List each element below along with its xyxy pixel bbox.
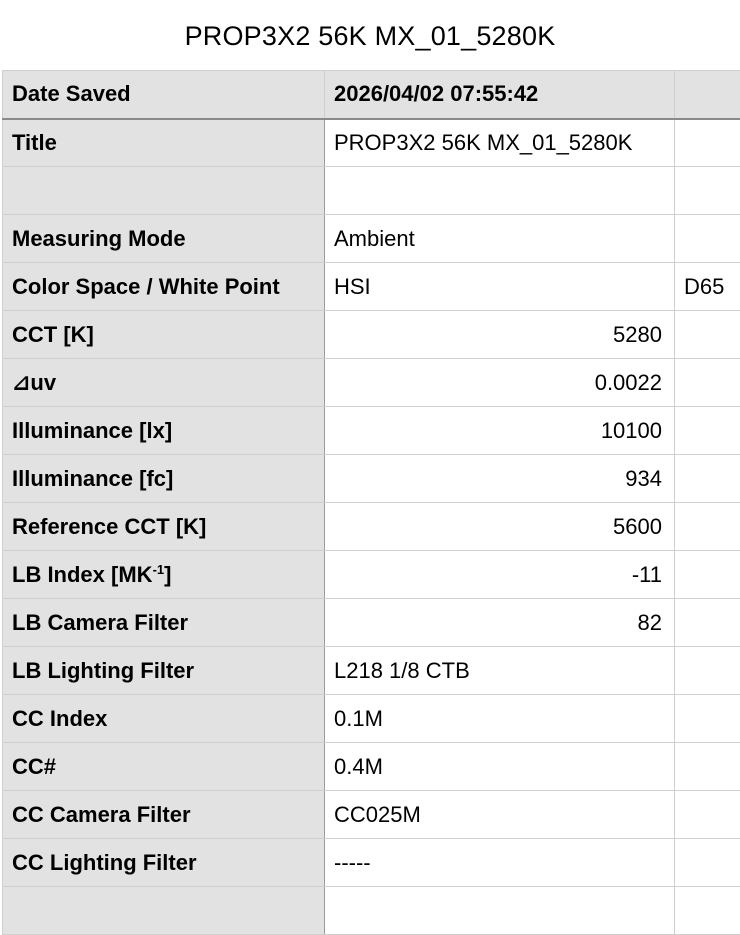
row-label: Reference CCT [K] [12, 514, 206, 539]
header-value-cell[interactable]: 2026/04/02 07:55:42 [325, 71, 675, 119]
row-extra-cell[interactable] [675, 599, 740, 647]
row-label: LB Camera Filter [12, 610, 188, 635]
row-label-cell[interactable] [3, 791, 325, 839]
row-value-cell[interactable]: 5280 [325, 311, 675, 359]
table-row [3, 215, 740, 263]
row-label-cell[interactable] [3, 743, 325, 791]
table-row [3, 359, 740, 407]
table-row [3, 119, 740, 167]
row-label-cell[interactable] [3, 407, 325, 455]
row-label: LB Lighting Filter [12, 658, 194, 683]
row-label-cell[interactable] [3, 311, 325, 359]
row-extra-cell[interactable] [675, 695, 740, 743]
row-extra-cell[interactable] [675, 455, 740, 503]
row-value-cell[interactable]: 5600 [325, 503, 675, 551]
row-value-cell[interactable] [325, 167, 675, 215]
row-value-cell[interactable]: ----- [325, 839, 675, 887]
row-label-cell[interactable] [3, 215, 325, 263]
row-label-cell[interactable] [3, 263, 325, 311]
row-label: CC Index [12, 706, 107, 731]
row-value-cell[interactable]: 0.0022 [325, 359, 675, 407]
header-label-cell[interactable]: Date Saved [3, 71, 325, 119]
row-label: CCT [K] [12, 322, 94, 347]
row-label-cell[interactable] [3, 551, 325, 599]
row-label: CC# [12, 754, 56, 779]
row-value-cell[interactable]: Ambient [325, 215, 675, 263]
table-header-row [3, 71, 740, 119]
row-label-cell[interactable] [3, 503, 325, 551]
row-label: Measuring Mode [12, 226, 186, 251]
row-label-cell[interactable] [3, 359, 325, 407]
row-value-cell[interactable]: CC025M [325, 791, 675, 839]
row-label-cell[interactable] [3, 167, 325, 215]
row-label: Illuminance [fc] [12, 466, 173, 491]
row-label: Title [12, 130, 57, 155]
row-extra-cell[interactable] [675, 311, 740, 359]
row-label-cell[interactable] [3, 647, 325, 695]
row-extra-cell[interactable] [675, 215, 740, 263]
header-extra-cell[interactable] [675, 71, 740, 119]
table-row [3, 503, 740, 551]
row-extra-cell[interactable] [675, 791, 740, 839]
row-label-cell[interactable] [3, 599, 325, 647]
row-extra-cell[interactable] [675, 359, 740, 407]
row-value-cell[interactable]: PROP3X2 56K MX_01_5280K [325, 119, 675, 167]
row-label: CC Lighting Filter [12, 850, 197, 875]
row-extra-cell[interactable] [675, 503, 740, 551]
table-row [3, 599, 740, 647]
row-extra-cell[interactable] [675, 119, 740, 167]
row-value-cell[interactable]: 0.1M [325, 695, 675, 743]
row-label: ⊿uv [12, 370, 56, 395]
row-value-cell[interactable]: 82 [325, 599, 675, 647]
row-extra-cell[interactable] [675, 407, 740, 455]
table-row [3, 743, 740, 791]
row-label: CC Camera Filter [12, 802, 191, 827]
row-extra-cell[interactable] [675, 839, 740, 887]
row-value-cell[interactable]: 0.4M [325, 743, 675, 791]
row-value-cell[interactable]: L218 1/8 CTB [325, 647, 675, 695]
table-row [3, 167, 740, 215]
row-value-cell[interactable]: HSI [325, 263, 675, 311]
table-row [3, 455, 740, 503]
row-extra-cell[interactable]: D65 [675, 263, 740, 311]
row-value-cell[interactable]: 934 [325, 455, 675, 503]
document-title: PROP3X2 56K MX_01_5280K [0, 18, 740, 54]
measurement-table [2, 70, 740, 935]
table-row [3, 263, 740, 311]
table-row [3, 839, 740, 887]
table-row [3, 695, 740, 743]
row-label-suffix: ] [164, 562, 171, 587]
row-extra-cell[interactable] [675, 167, 740, 215]
row-extra-cell[interactable] [675, 743, 740, 791]
row-label-cell[interactable] [3, 455, 325, 503]
row-label: Color Space / White Point [12, 274, 280, 299]
table-row [3, 407, 740, 455]
row-value-cell[interactable]: -11 [325, 551, 675, 599]
row-extra-cell[interactable] [675, 647, 740, 695]
row-label: Illuminance [lx] [12, 418, 172, 443]
row-label: LB Index [MK [12, 562, 153, 587]
table-row [3, 647, 740, 695]
table-row [3, 791, 740, 839]
row-label-superscript: -1 [153, 562, 165, 577]
table-row [3, 311, 740, 359]
row-label-cell[interactable] [3, 695, 325, 743]
row-label-cell[interactable] [3, 839, 325, 887]
row-label-cell[interactable] [3, 119, 325, 167]
row-value-cell[interactable]: 10100 [325, 407, 675, 455]
row-extra-cell[interactable] [675, 551, 740, 599]
table-row [3, 551, 740, 599]
